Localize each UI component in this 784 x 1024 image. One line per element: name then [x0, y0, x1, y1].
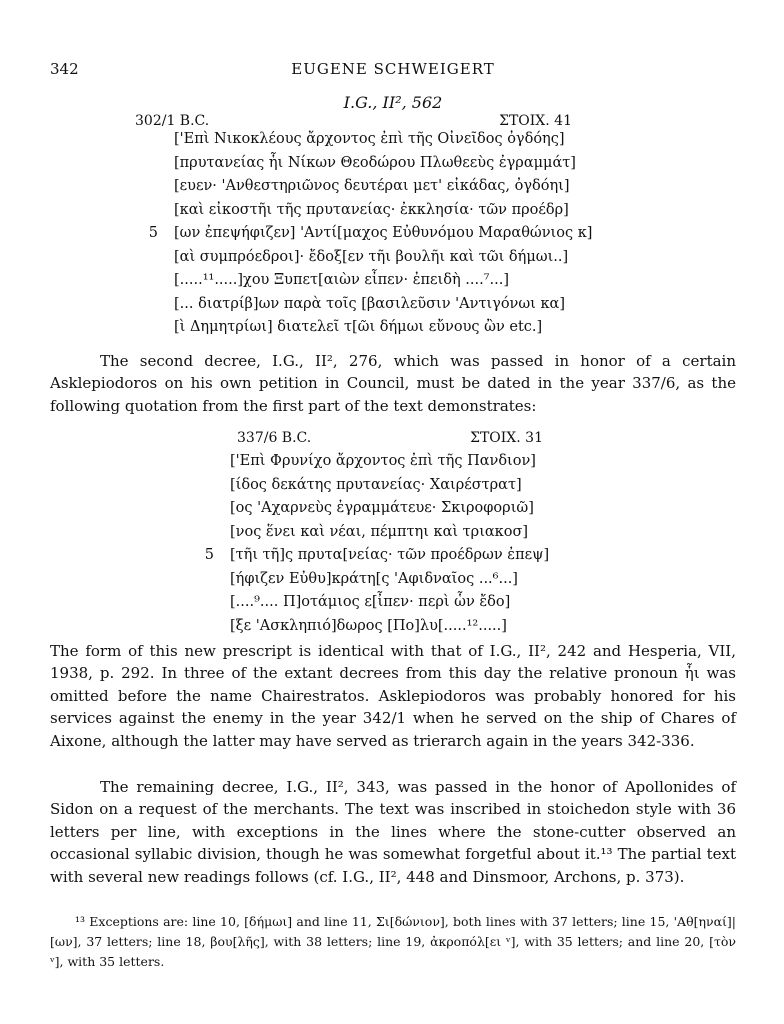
inscription-title	[50, 93, 736, 112]
inscription-line	[230, 591, 549, 615]
line-text: [ὶ Δημητρίωι] διατελεῖ τ[ῶι δήμωι εὔνους ὢν etc.]	[174, 319, 543, 335]
inscription-line	[174, 316, 592, 340]
inscription-line	[174, 293, 592, 317]
page-header	[50, 60, 736, 82]
line-text: ['Επὶ Φρυνίχο ἄρχοντος ἐπὶ τῆς Πανδιον]	[230, 453, 536, 469]
inscription-line	[230, 450, 549, 474]
line-text: [ξε 'Ασκληπιό]δωρος [Πο]λυ[.....¹².....]	[230, 617, 507, 634]
running-head: EUGENE SCHWEIGERT	[291, 60, 495, 78]
inscription2-stoichedon: ΣΤΟΙΧ. 31	[470, 430, 543, 446]
footnote-text: ¹³ Exceptions are: line 10, [δήμωι] and line 11, Σι[δώνιον], both lines with 37 letters; line 15, 'Αθ[ηναί]|[ων], 37 letters; line 18, βου[λῆς], with 38 letters; line 19, ἀκροπόλ[ει ᵛ], with 35 letters; and line 20, [τὸν ᵛ], with 35 letters.	[50, 914, 736, 969]
line-text: [τῆι τῆ]ς πρυτα[νείας· τῶν προέδρων ἐπεψ]	[230, 547, 550, 563]
paragraph-prescript	[50, 640, 736, 752]
inscription-line	[230, 474, 549, 498]
inscription-line	[174, 152, 592, 176]
inscription-line	[148, 222, 593, 246]
inscription-line	[204, 544, 550, 568]
inscription1-text	[148, 128, 593, 340]
line-text: [ων ἐπεψήφιζεν] 'Αντί[μαχος Εὐθυνόμου Μαραθώνιος κ]	[174, 225, 593, 241]
paragraph-1: The second decree, I.G., II², 276, which was passed in honor of a certain Asklepiodoros on his own petition in Council, must be dated in the year 337/6, as the following quotation from the first part of the text demonstrates:	[50, 352, 736, 415]
line-text: [.....¹¹.....]χου Ξυπετ[αιὼν εἶπεν· ἐπειδὴ ....⁷...]	[174, 272, 509, 288]
inscription2-date: 337/6 B.C.	[237, 430, 312, 446]
inscription-line	[174, 199, 592, 223]
line-text: [ευεν· 'Ανθεστηριῶνος δευτέραι μετ' εἰκάδας, ὀγδόηι]	[174, 178, 570, 194]
inscription1-stoichedon: ΣΤΟΙΧ. 41	[499, 113, 572, 129]
page-number: 342	[50, 60, 79, 78]
inscription-line	[230, 521, 549, 545]
inscription-line	[174, 175, 592, 199]
paragraph-3: The remaining decree, I.G., II², 343, was passed in the honor of Apollonides of Sidon on a request of the merchants. The text was inscribed in stoichedon style with 36 letters per line, with exceptions in the lines where the stone-cutter observed an occasional syllabic division, though he was somewhat forgetful about it.¹³ The partial text with several new readings follows (cf. I.G., II², 448 and Dinsmoor, Archons, p. 373).	[50, 778, 736, 886]
inscription-line	[230, 497, 549, 521]
inscription1-date: 302/1 B.C.	[135, 113, 210, 129]
footnote-13	[50, 912, 736, 972]
paragraph-remaining-decree	[50, 776, 736, 888]
line-text: [καὶ εἰκοστῆι τῆς πρυτανείας· ἐκκλησία· τῶν προέδρ]	[174, 201, 569, 218]
line-text: [... διατρίβ]ων παρὰ τοῖς [βασιλεῦσιν 'Αντιγόνωι κα]	[174, 295, 565, 312]
inscription-line	[230, 568, 549, 592]
line-text: ['Επὶ Νικοκλέους ἄρχοντος ἐπὶ τῆς Οἰνεῖδος ὀγδόης]	[174, 131, 565, 147]
line-text: [....⁹.... Π]οτάμιος ε[ἶπεν· περὶ ὧν ἔδο]	[230, 594, 511, 610]
line-text: [ίδος δεκάτης πρυτανείας· Χαιρέστρατ]	[230, 476, 522, 493]
paragraph-second-decree	[50, 350, 736, 417]
line-text: [ος 'Αχαρνεὺς ἐγραμμάτευε· Σκιροφοριῶ]	[230, 500, 534, 516]
line-text: [νος ἕνει καὶ νέαι, πέμπτηι καὶ τριακοσ]	[230, 523, 529, 540]
line-text: [πρυτανείας ἧι Νίκων Θεοδώρου Πλωθεεὺς ἐγραμμάτ]	[174, 154, 576, 171]
paragraph-2: The form of this new prescript is identical with that of I.G., II², 242 and Hesperia, VII, 1938, p. 292. In three of the extant decrees from this day the relative pronoun ἧι was omitted before the name Chairestratos. Asklepiodoros was probably honored for his services against the enemy in the year 342/1 when he served on the ship of Chares of Aixone, although the latter may have served as trierarch again in the years 342-336.	[50, 642, 736, 750]
line-number: 5	[148, 225, 158, 241]
line-text: [ήφιζεν Εὐθυ]κράτη[ς 'Αφιδναῖος ...⁶...]	[230, 570, 518, 587]
line-number: 5	[204, 547, 214, 563]
inscription2-text	[204, 450, 550, 638]
inscription-title-text: I.G., II², 562	[343, 93, 443, 112]
inscription-line	[230, 615, 549, 639]
inscription-line	[174, 128, 592, 152]
inscription-line	[174, 269, 592, 293]
line-text: [αὶ συμπρόεδροι]· ἔδοξ[εν τῆι βουλῆι καὶ τῶι δήμωι..]	[174, 248, 569, 265]
inscription-line	[174, 246, 592, 270]
